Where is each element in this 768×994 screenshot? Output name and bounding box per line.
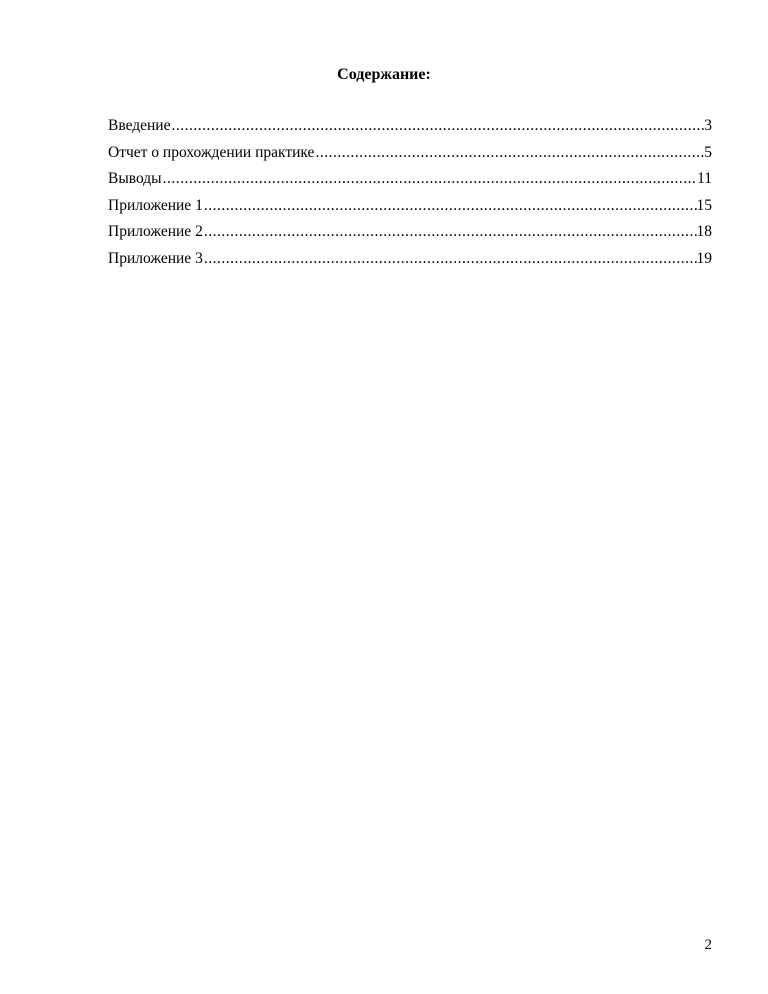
toc-entry-page: 11 [697,170,712,188]
toc-title: Содержание: [337,66,431,83]
toc-dot-leader [203,219,697,246]
toc-entry-appendix-2[interactable] [108,219,712,246]
toc-entry-appendix-3[interactable] [108,246,712,273]
toc-entry-label: Введение [108,117,171,134]
toc-entry-page: 5 [704,143,712,161]
toc-entry-practice-report[interactable] [108,140,712,167]
toc-dot-leader [170,113,704,140]
toc-entry-label: Приложение 1 [108,196,203,214]
toc-entry-appendix-1[interactable] [108,193,712,220]
toc-entry-label: Приложение 2 [108,223,203,241]
toc-entry-page: 18 [696,223,712,241]
toc-entry-conclusions[interactable] [108,166,712,193]
toc-entry-page: 3 [704,117,712,134]
toc-dot-leader [162,166,697,193]
toc-entry-introduction[interactable] [108,113,712,140]
toc-entry-page: 15 [696,196,712,214]
toc-entry-label: Приложение 3 [108,249,203,267]
page-number: 2 [704,937,712,953]
table-of-contents [108,113,712,273]
toc-entry-label: Отчет о прохождении практике [108,143,315,161]
toc-entry-page: 19 [696,249,712,267]
toc-dot-leader [314,140,704,167]
toc-dot-leader [203,193,697,220]
toc-entry-label: Выводы [108,170,162,188]
toc-dot-leader [203,246,697,273]
